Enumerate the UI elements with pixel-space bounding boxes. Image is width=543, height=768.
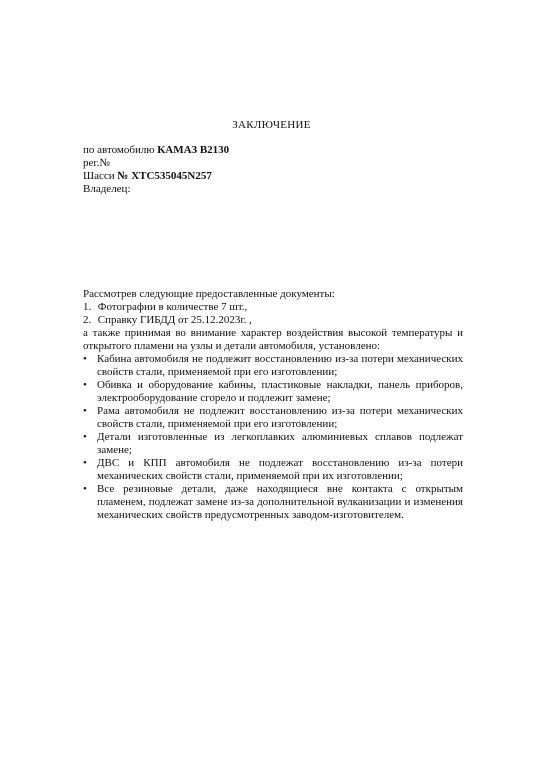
document-item <box>83 314 463 327</box>
vehicle-model-line <box>83 144 463 157</box>
finding-item <box>83 405 463 431</box>
document-item <box>83 301 463 314</box>
vehicle-info <box>83 144 463 196</box>
bullet-icon: • <box>83 379 87 391</box>
bullet-icon: • <box>83 457 87 469</box>
document-item-text: Фотографии в количестве 7 шт., <box>97 301 248 313</box>
document-title: ЗАКЛЮЧЕНИЕ <box>232 119 311 131</box>
registration-line: рег.№ <box>83 157 110 169</box>
finding-item <box>83 379 463 405</box>
finding-text: Рама автомобиля не подлежит восстановлению из-за потери механических свойств стали, применяемой при его изготовлении; <box>97 405 463 430</box>
vehicle-prefix: по автомобилю <box>83 144 155 156</box>
finding-text: ДВС и КПП автомобиля не подлежат восстановлению из-за потери механических свойств стали, применяемой при их изготовлении; <box>97 457 463 482</box>
bullet-icon: • <box>83 405 87 417</box>
intro-text: Рассмотрев следующие предоставленные документы: <box>83 288 335 300</box>
finding-text: Обивка и оборудование кабины, пластиковые накладки, панель приборов, электрооборудование сгорело и подлежит замене; <box>97 379 463 404</box>
finding-item <box>83 431 463 457</box>
finding-item <box>83 483 463 522</box>
document-item-text: Справку ГИБДД от 25.12.2023г. , <box>97 314 252 326</box>
document-item-number: 1. <box>83 301 92 313</box>
finding-item <box>83 353 463 379</box>
vehicle-model: КАМАЗ В2130 <box>157 144 230 156</box>
finding-text: Детали изготовленные из легкоплавких алюминиевых сплавов подлежат замене; <box>97 431 463 456</box>
findings-list <box>83 353 463 522</box>
finding-text: Кабина автомобиля не подлежит восстановлению из-за потери механических свойств стали, применяемой при его изготовлении; <box>97 353 463 378</box>
chassis-line <box>83 170 463 183</box>
finding-item <box>83 457 463 483</box>
considering-text: а также принимая во внимание характер воздействия высокой температуры и открытого пламени на узлы и детали автомобиля, установлено: <box>83 327 463 352</box>
document-item-number: 2. <box>83 314 92 326</box>
document-body <box>83 288 463 522</box>
chassis-prefix: Шасси <box>83 170 115 182</box>
bullet-icon: • <box>83 431 87 443</box>
finding-text: Все резиновые детали, даже находящиеся вне контакта с открытым пламенем, подлежат замене из-за дополнительной вулканизации и изменения механических свойств предусмотренных заводом-изготовителем. <box>97 483 463 521</box>
owner-line: Владелец: <box>83 183 131 195</box>
chassis-number: № ХТС535045N257 <box>117 170 212 182</box>
bullet-icon: • <box>83 353 87 365</box>
bullet-icon: • <box>83 483 87 495</box>
